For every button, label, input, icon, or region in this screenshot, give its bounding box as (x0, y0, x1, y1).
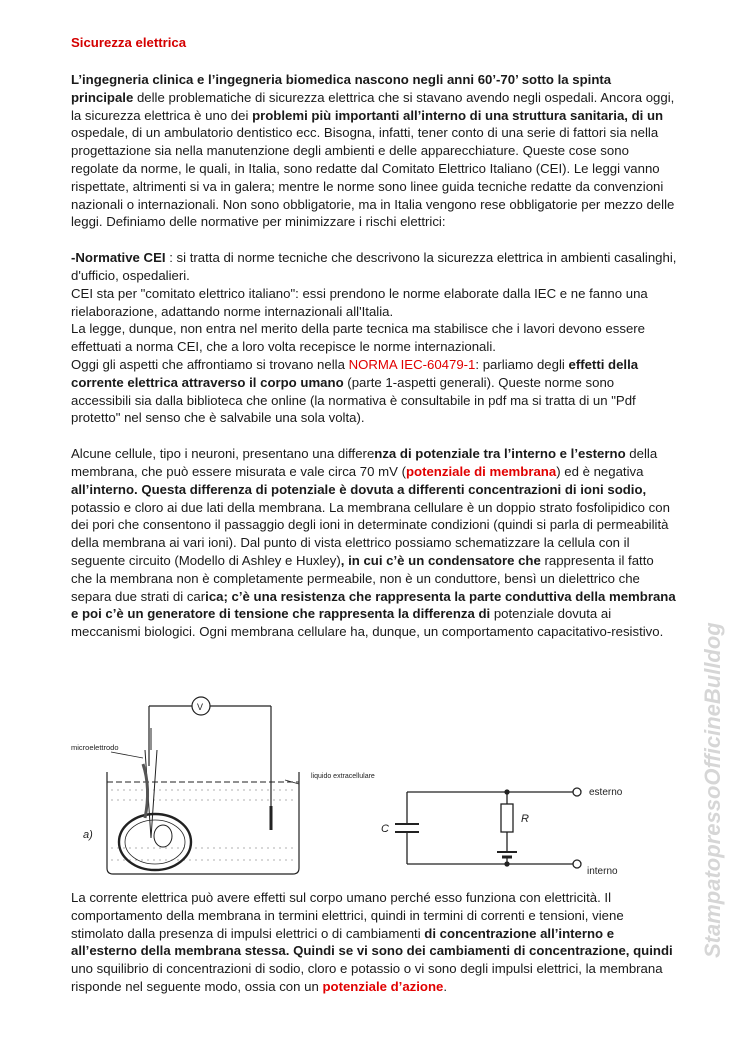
watermark-svg (680, 560, 740, 960)
panel-label: a) (83, 829, 93, 841)
intro-text-2: ospedale, di un ambulatorio dentistico ecc. Bisogna, infatti, tener conto di una serie di fattori sia nella progettazione sia nella manutenzione degli ambienti e delle apparecchiature. Queste cose sono regolate da norme, le quali, in Italia, sono redatte dal Comitato Elettrico Italiano (CEI). Le leggi vanno rispettate, altrimenti si va in galera; mentre le norme sono linee guida tecniche redatte da convenzioni nazionali o internazionali. Non sono obbligatorie, ma in Italia vengono rese obbligatorie per mezzo delle leggi. Definiamo delle normative per minimizzare i rischi elettrici: (71, 125, 675, 230)
normative-label: -Normative CEI (71, 250, 166, 266)
membrana-bold-h: , in cui c’è un condensatore che (340, 552, 541, 568)
internal-label: interno (587, 866, 618, 877)
intro-paragraph (71, 71, 677, 231)
membrana-text-i: rappresenta il fatto che la membrana non è completamente permeabile, non è un conduttore, bensì un dielettrico che separa due strati di car (71, 552, 654, 604)
external-label: esterno (589, 787, 623, 798)
corrente-bold-b: di concentrazione all’interno e all’esterno della membrana stessa. Quindi se vi sono dei cambiamenti di concentrazione, quindi (71, 925, 673, 959)
membrana-text-e: ) ed è negativa (556, 463, 644, 479)
nucleus-icon (154, 825, 172, 847)
figure-svg (71, 688, 677, 888)
corrente-paragraph (71, 889, 677, 996)
membrana-text-g: potassio e cloro ai due lati della membrana. La membrana cellulare è un doppio strato fosfolipidico con dei pori che consentono il passaggio degli ioni in determinate condizioni (quindi si parla di permeabilità della membrana ai vari ioni). Dal punto di vista elettrico possiamo schematizzare la cellula con il seguente circuito (Modello di Ashley e Huxley) (71, 499, 670, 568)
normative-text-4a: Oggi gli aspetti che affrontiamo si trovano nella (71, 356, 349, 372)
document-body (71, 34, 677, 641)
membrana-paragraph (71, 445, 677, 641)
liquid-label: liquido extracellulare (311, 773, 375, 780)
membrana-bold-f: all’interno. Questa differenza di potenziale è dovuta a differenti concentrazioni di ioni sodio, (71, 481, 647, 497)
normative-text-4c: (parte 1-aspetti generali). Queste norme sono accessibili sia dalla biblioteca che online (la normativa è consultabile in pdf ma si tratta di un "Pdf protetto" nel senso che è salvabile una sola volta). (71, 374, 636, 426)
normative-text-4b: : parliamo degli (475, 356, 569, 372)
corrente-text-c: uno squilibrio di concentrazioni di sodio, cloro e potassio o vi sono degli impulsi elettrici, la membrana risponde nel seguente modo, ossia con un (71, 961, 663, 994)
cell-circuit-figure (71, 688, 677, 888)
membrana-text-a: Alcune cellule, tipo i neuroni, presentano una differe (71, 446, 375, 462)
cell-experiment-drawing (107, 697, 299, 874)
capacitor-label: C (381, 823, 389, 835)
membrana-text-c: della membrana, che può essere misurata e vale circa 70 mV ( (71, 446, 658, 479)
normative-bold-4: effetti della corrente elettrica attraverso il corpo umano (71, 356, 639, 390)
norma-reference: NORMA IEC-60479-1 (348, 356, 476, 372)
membrana-bold-j: ica; c’è una resistenza che rappresenta la parte conduttiva della membrana e poi c’è un generatore di tensione che rappresenta la differenza di (71, 588, 676, 622)
corrente-text-e: . (443, 978, 448, 994)
normative-paragraph-2: CEI sta per "comitato elettrico italiano": essi prendono le norme elaborate dalla IEC e ne fanno una rielaborazione, adattando norme internazionali all'Italia. (71, 285, 648, 319)
resistor-label: R (521, 813, 529, 825)
page-title: Sicurezza elettrica (71, 35, 187, 50)
potenziale-membrana: potenziale di membrana (405, 463, 557, 479)
corrente-text-a: La corrente elettrica può avere effetti sul corpo umano perché esso funziona con elettricità. Il comportamento della membrana in termini elettrici, quindi in termini di correnti e tensioni, viene stimolato dalla presenza di impulsi elettrici o di cambiamenti (71, 890, 624, 941)
intro-text-1: delle problematiche di sicurezza elettrica che si stavano avendo negli ospedali. Ancora oggi, la sicurezza elettrica è uno dei (71, 89, 675, 123)
membrana-text-k: potenziale dovuta ai meccanismi biologici. Ogni membrana cellulare ha, dunque, un comportamento capacitativo-resistivo. (71, 606, 664, 640)
watermark (680, 560, 740, 960)
potenziale-azione: potenziale d’azione (322, 978, 444, 994)
normative-paragraph-4 (71, 356, 677, 427)
intro-bold-2: problemi più importanti all’interno di una struttura sanitaria, di un (252, 107, 664, 123)
intro-bold-1: L’ingegneria clinica e l’ingegneria biomedica nascono negli anni 60’-70’ sotto la spinta principale (71, 72, 612, 105)
normative-text-1: : si tratta di norme tecniche che descrivono la sicurezza elettrica in ambienti casalinghi, d'ufficio, ospedalieri. (71, 250, 677, 283)
microelectrode-label: microelettrodo (71, 743, 119, 752)
voltmeter-label: V (197, 702, 204, 712)
membrana-bold-b: nza di potenziale tra l’interno e l’esterno (374, 446, 626, 462)
normative-paragraph-3: La legge, dunque, non entra nel merito della parte tecnica ma stabilisce che i lavori devono essere effettuati a norma CEI, che a loro volta recepisce le norme internazionali. (71, 321, 646, 355)
normative-paragraph-1 (71, 249, 677, 285)
document-body-bottom (71, 889, 677, 996)
resistor-icon (501, 804, 513, 832)
watermark-text: StampatopressoOfficineBulldog (700, 622, 725, 958)
equivalent-circuit (395, 788, 581, 868)
